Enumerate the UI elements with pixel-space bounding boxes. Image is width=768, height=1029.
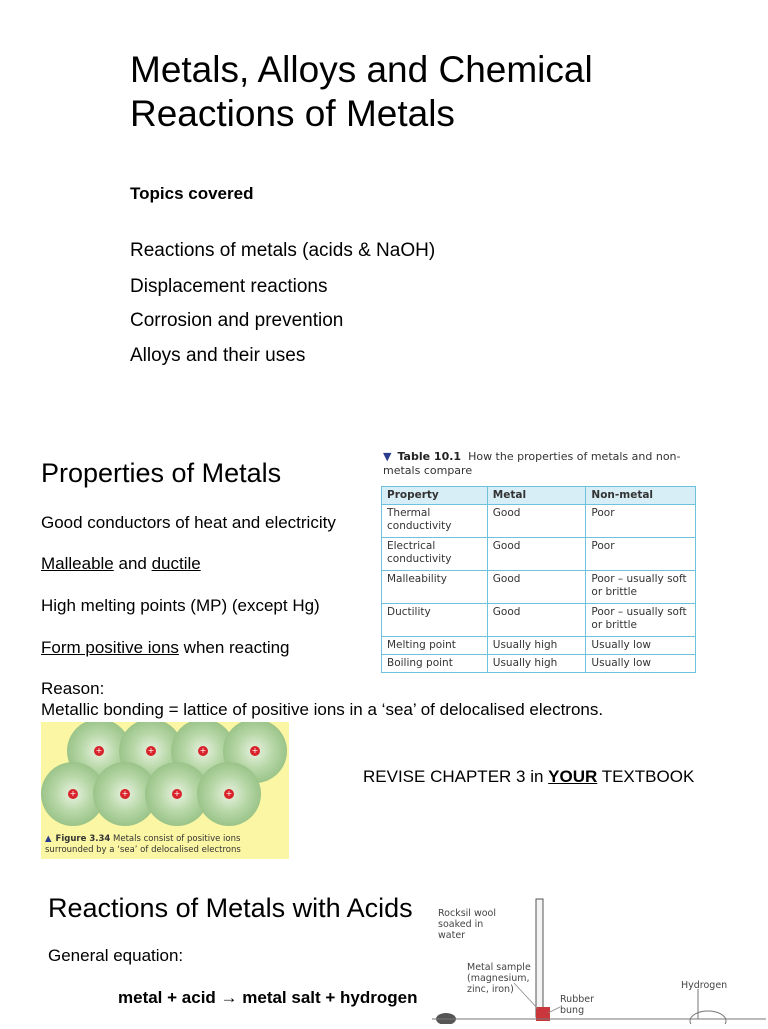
properties-table <box>381 486 696 673</box>
table-cell: Good <box>487 604 586 637</box>
table-cell: Poor – usually soft or brittle <box>586 571 696 604</box>
rubber-bung-label: Rubber bung <box>560 994 595 1016</box>
rocksil-label: Rocksil wool soaked in water <box>438 908 496 941</box>
properties-heading: Properties of Metals <box>41 458 282 488</box>
table-cell: Usually low <box>586 637 696 655</box>
table-row <box>382 655 696 673</box>
table-cell: Good <box>487 505 586 538</box>
table-cell: Melting point <box>382 637 488 655</box>
ion-charge: + <box>199 746 207 755</box>
malleable-term: Malleable <box>41 554 114 573</box>
general-equation-label: General equation: <box>48 946 184 965</box>
revise-pre: REVISE CHAPTER 3 in <box>363 767 549 786</box>
acids-heading: Reactions of Metals with Acids <box>48 893 413 923</box>
metal-sample-label: Metal sample (magnesium, zinc, iron) <box>467 962 531 995</box>
table-cell: Good <box>487 538 586 571</box>
ductile-term: ductile <box>151 554 201 573</box>
topic-item: Alloys and their uses <box>130 345 306 366</box>
table-caption <box>383 450 703 478</box>
ion-charge: + <box>251 746 259 755</box>
table-cell: Usually high <box>487 655 586 673</box>
reason-text: Metallic bonding = lattice of positive ions in a ‘sea’ of delocalised electrons. <box>41 700 604 719</box>
property-malleable <box>41 554 201 574</box>
figure-caption-text: Metals consist of positive ions surrounded by a ‘sea’ of delocalised electrons <box>45 834 241 855</box>
topics-heading: Topics covered <box>130 184 254 203</box>
apparatus-diagram <box>430 895 768 1024</box>
table-cell: Poor <box>586 538 696 571</box>
table-row <box>382 604 696 637</box>
table-cell: Thermal conductivity <box>382 505 488 538</box>
property-ions <box>41 638 290 658</box>
table-cell: Boiling point <box>382 655 488 673</box>
ions-term: Form positive ions <box>41 638 179 657</box>
property-conductors: Good conductors of heat and electricity <box>41 513 336 532</box>
table-cell: Poor <box>586 505 696 538</box>
ions-rest: when reacting <box>178 638 290 657</box>
table-row <box>382 637 696 655</box>
positive-ion <box>197 762 261 826</box>
table-row <box>382 571 696 604</box>
collection-vessel <box>690 1011 726 1024</box>
table-row <box>382 538 696 571</box>
table-caption-label: Table 10.1 <box>397 450 462 463</box>
table-cell: Malleability <box>382 571 488 604</box>
figure-caption <box>45 834 285 856</box>
table-cell: Electrical conductivity <box>382 538 488 571</box>
hydrogen-label: Hydrogen <box>681 980 728 991</box>
table-cell: Ductility <box>382 604 488 637</box>
general-equation: metal + acid → metal salt + hydrogen <box>118 988 418 1007</box>
table-row <box>382 505 696 538</box>
table-header-row <box>382 487 696 505</box>
ion-charge: + <box>225 789 233 798</box>
topic-item: Displacement reactions <box>130 276 328 297</box>
ion-charge: + <box>69 789 77 798</box>
ion-charge: + <box>147 746 155 755</box>
table-cell: Usually high <box>487 637 586 655</box>
page-title: Metals, Alloys and Chemical Reactions of Metals <box>130 49 593 134</box>
ion-charge: + <box>173 789 181 798</box>
caption-triangle-icon: ▲ <box>45 834 52 844</box>
property-melting: High melting points (MP) (except Hg) <box>41 596 320 615</box>
table-header: Property <box>382 487 488 505</box>
topic-item: Reactions of metals (acids & NaOH) <box>130 240 436 261</box>
table-cell: Good <box>487 571 586 604</box>
table-cell: Poor – usually soft or brittle <box>586 604 696 637</box>
revise-your: YOUR <box>548 767 598 786</box>
caption-triangle-icon: ▼ <box>383 450 392 463</box>
test-tube <box>536 899 543 1017</box>
reason-label: Reason: <box>41 679 105 698</box>
revise-note <box>363 767 694 787</box>
topic-item: Corrosion and prevention <box>130 310 344 331</box>
table-cell: Usually low <box>586 655 696 673</box>
revise-post: TEXTBOOK <box>597 767 695 786</box>
figure-caption-label: Figure 3.34 <box>55 834 111 844</box>
table-header: Metal <box>487 487 586 505</box>
metallic-bonding-figure <box>41 722 289 859</box>
and-text: and <box>113 554 152 573</box>
table-header: Non-metal <box>586 487 696 505</box>
table-caption-text: How the properties of metals and non-metals compare <box>383 450 681 477</box>
ion-charge: + <box>95 746 103 755</box>
ion-charge: + <box>121 789 129 798</box>
